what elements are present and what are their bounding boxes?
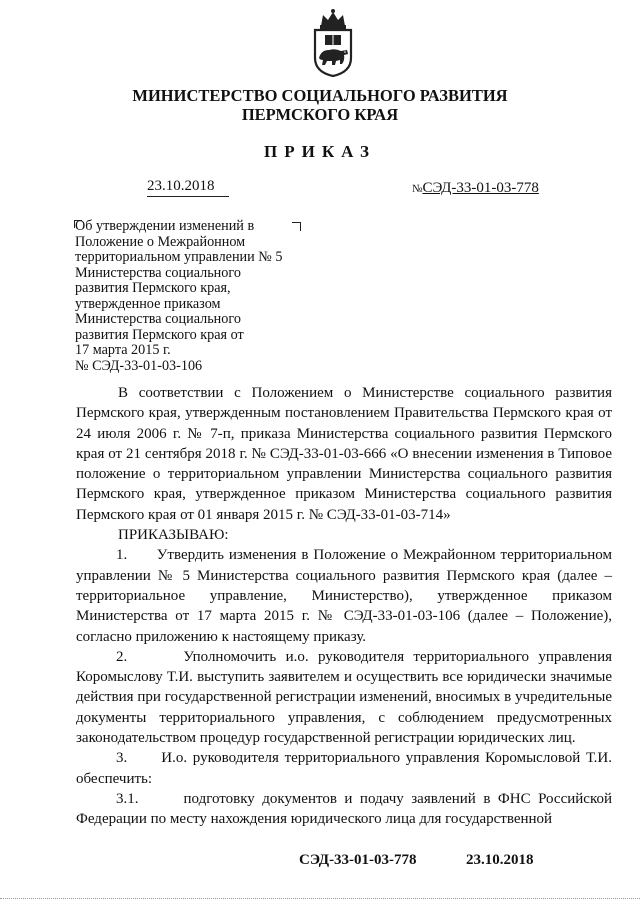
list-item xyxy=(76,647,612,748)
list-item xyxy=(76,748,612,789)
list-item-text: Уполномочить и.о. руководителя территориального управления Коромыслову Т.И. выступить заявителем и осуществить все юридически значимые действия при государственной регистрации изменений, вносимых в учредительные документы территориального управления, с соблюдением предусмотренных законодательством процедур государственной регистрации юридических лиц. xyxy=(76,648,612,747)
document-subject: Об утверждении изменений в Положение о Межрайонном территориальном управлении № 5 Министерства социального развития Пермского края, утвержденное приказом Министерства социального развития Пермского края от 17 марта 2015 г. № СЭД-33-01-03-106 xyxy=(75,218,283,374)
perm-krai-coat-of-arms-icon xyxy=(305,6,361,78)
list-item-number: 1. xyxy=(116,547,128,564)
ministry-name-line2: ПЕРМСКОГО КРАЯ xyxy=(241,105,399,124)
list-item-number: 3. xyxy=(116,750,128,767)
list-item-number: 2. xyxy=(116,648,128,665)
document-number xyxy=(412,180,539,197)
ministry-name-line1: МИНИСТЕРСТВО СОЦИАЛЬНОГО РАЗВИТИЯ xyxy=(132,86,508,105)
document-body xyxy=(76,383,612,830)
document-number-value: СЭД-33-01-03-778 xyxy=(422,180,539,196)
order-word: ПРИКАЗЫВАЮ: xyxy=(118,527,229,544)
footer-document-number: СЭД-33-01-03-778 xyxy=(299,852,417,868)
list-item xyxy=(76,545,612,646)
scan-edge-line xyxy=(0,898,640,899)
document-type-title: ПРИКАЗ xyxy=(264,142,376,161)
footer-document-date: 23.10.2018 xyxy=(466,852,534,868)
document-date xyxy=(147,178,215,195)
date-underline xyxy=(147,196,229,197)
list-item-text: И.о. руководителя территориального управления Коромысловой Т.И. обеспечить: xyxy=(76,750,612,787)
preamble-paragraph: В соответствии с Положением о Министерстве социального развития Пермского края, утвержденным постановлением Правительства Пермского края от 24 июля 2006 г. № 7-п, приказа Министерства социального развития Пермского края от 21 сентября 2018 г. № СЭД-33-01-03-666 «О внесении изменения в Типовое положение о территориальном управлении Министерства социального развития Пермского края, утвержденное приказом Министерства социального развития Пермского края от 01 января 2015 г. № СЭД-33-01-03-714» xyxy=(76,385,612,523)
list-item-text: Утвердить изменения в Положение о Межрайонном территориальном управлении № 5 Министерства социального развития Пермского края (далее – территориальное управление, Министерство), утвержденное приказом Министерства от 17 марта 2015 г. № СЭД-33-01-03-106 (далее – Положение), согласно приложению к настоящему приказу. xyxy=(76,547,612,645)
list-item-text: подготовку документов и подачу заявлений в ФНС Российской Федерации по месту нахождения юридического лица для государственной xyxy=(76,790,613,828)
ministry-name xyxy=(0,86,640,124)
list-item xyxy=(76,789,612,830)
document-date-value: 23.10.2018 xyxy=(147,178,215,194)
list-item-number: 3.1. xyxy=(116,790,139,807)
number-sign: № xyxy=(412,183,423,195)
